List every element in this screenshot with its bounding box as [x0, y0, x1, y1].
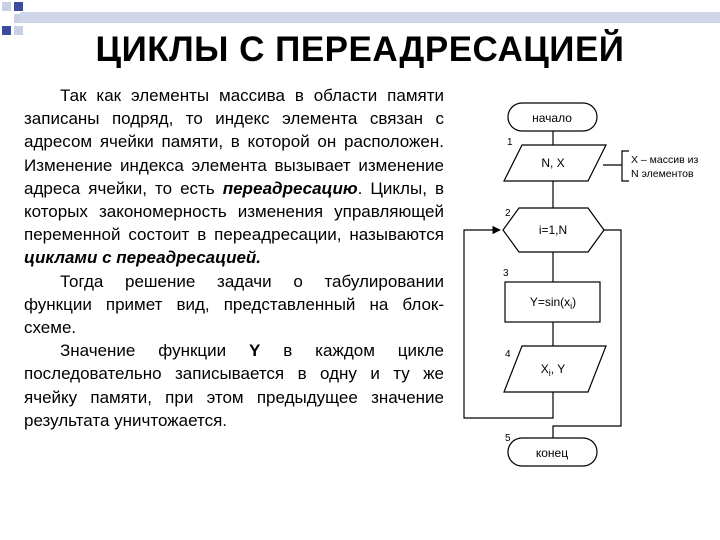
loop-back-line [464, 230, 553, 418]
step-number-2: 2 [505, 208, 511, 219]
text-run: в каждом цикле последовательно записывается в одну и ту же ячейку памяти, при этом предыдущее значение результата уничтожается. [24, 341, 445, 430]
term-readdressing: переадресацию [222, 178, 358, 198]
process-label: $Y=\sin(x_i)$ [529, 295, 577, 311]
text-run: Значение функции [60, 341, 250, 361]
term-readdressing-loops: циклами с переадресацией. [24, 248, 262, 268]
text-run: Так как элементы массива в области памяти записаны подряд, то индекс элемента связан с адресом ячейки памяти, в которой он расположен. Изменение индекса элемента вызывает изменение адреса ячейки, то есть [24, 86, 444, 198]
comment-bracket [622, 151, 629, 181]
end-label: конец [535, 446, 569, 460]
input-label: N, X [541, 156, 565, 170]
text-run: . Циклы, в которых закономерность изменения управляющей переменной состоит в переадресации, называются [24, 178, 444, 245]
loop-label: i=1,N [538, 223, 568, 237]
slide-title: ЦИКЛЫ С ПЕРЕАДРЕСАЦИЕЙ [95, 30, 625, 69]
comment-line-2: N элементов [631, 168, 694, 180]
step-number-1: 1 [507, 137, 513, 148]
step-number-5: 5 [505, 433, 511, 444]
loop-exit-line [553, 230, 621, 438]
variable-y: Y [249, 341, 261, 361]
start-label: начало [532, 111, 572, 125]
step-number-3: 3 [503, 268, 509, 279]
comment-line-1: X – массив из [631, 154, 699, 166]
step-number-4: 4 [505, 349, 511, 360]
output-label: $X_i$, Y [540, 362, 566, 378]
text-run: Тогда решение задачи о табулировании функции примет вид, представленный на блок-схеме. [24, 271, 444, 338]
